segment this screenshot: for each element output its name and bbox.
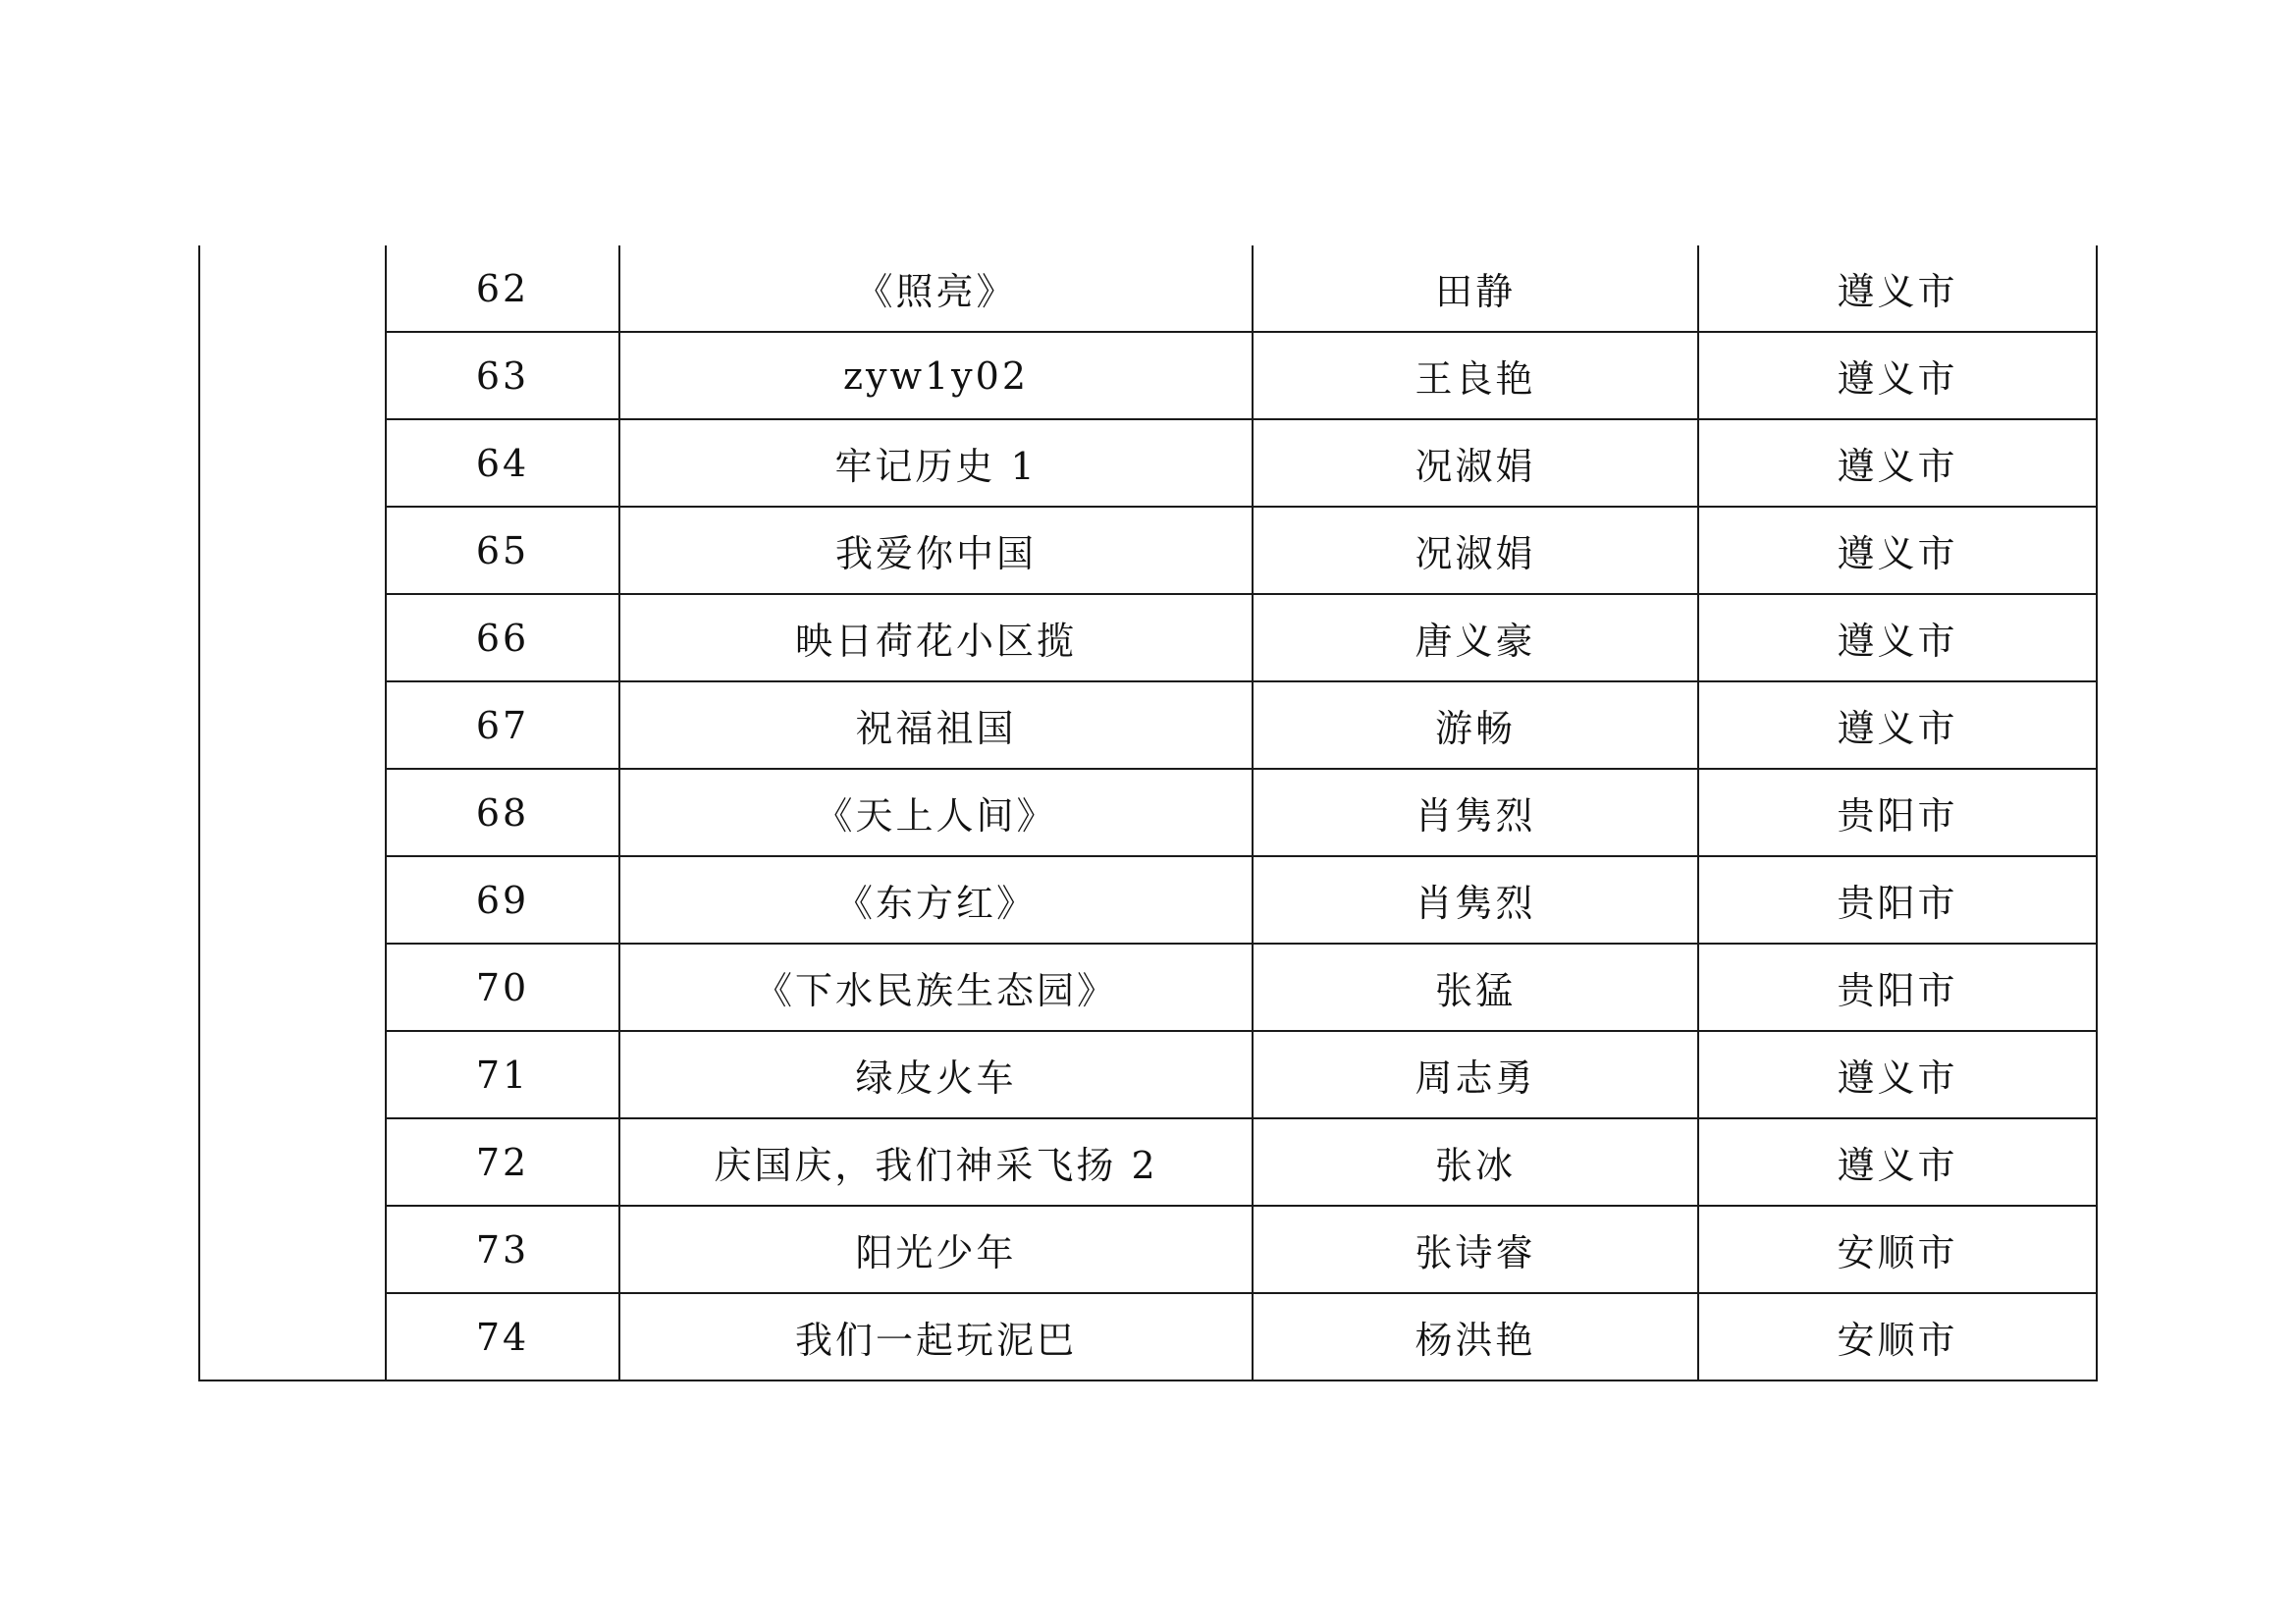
work-title-cell: 《下水民族生态园》 xyxy=(619,944,1253,1031)
table-row xyxy=(199,856,2097,944)
row-number-cell: 62 xyxy=(386,245,619,332)
author-cell: 张诗睿 xyxy=(1253,1206,1698,1293)
table-row xyxy=(199,1118,2097,1206)
work-title-cell: zyw1y02 xyxy=(619,332,1253,419)
work-title-cell: 阳光少年 xyxy=(619,1206,1253,1293)
table-row xyxy=(199,1206,2097,1293)
work-title-cell: 我爱你中国 xyxy=(619,507,1253,594)
author-cell: 况淑娟 xyxy=(1253,419,1698,507)
row-number-cell: 65 xyxy=(386,507,619,594)
row-number-cell: 68 xyxy=(386,769,619,856)
city-cell: 贵阳市 xyxy=(1698,769,2097,856)
row-number-cell: 64 xyxy=(386,419,619,507)
author-cell: 田静 xyxy=(1253,245,1698,332)
author-cell: 杨洪艳 xyxy=(1253,1293,1698,1380)
table-row xyxy=(199,1031,2097,1118)
city-cell: 遵义市 xyxy=(1698,419,2097,507)
work-title-cell: 庆国庆，我们神采飞扬 2 xyxy=(619,1118,1253,1206)
city-cell: 安顺市 xyxy=(1698,1206,2097,1293)
table-row xyxy=(199,245,2097,332)
city-cell: 贵阳市 xyxy=(1698,944,2097,1031)
row-number-cell: 73 xyxy=(386,1206,619,1293)
group-cell xyxy=(199,245,386,1380)
table-row xyxy=(199,332,2097,419)
row-number-cell: 72 xyxy=(386,1118,619,1206)
city-cell: 遵义市 xyxy=(1698,245,2097,332)
author-cell: 王良艳 xyxy=(1253,332,1698,419)
work-title-cell: 《东方红》 xyxy=(619,856,1253,944)
city-cell: 遵义市 xyxy=(1698,594,2097,681)
city-cell: 遵义市 xyxy=(1698,507,2097,594)
table-row xyxy=(199,944,2097,1031)
table-row xyxy=(199,507,2097,594)
author-cell: 肖隽烈 xyxy=(1253,769,1698,856)
work-title-cell: 牢记历史 1 xyxy=(619,419,1253,507)
table-row xyxy=(199,1293,2097,1380)
row-number-cell: 71 xyxy=(386,1031,619,1118)
entries-table-container xyxy=(198,245,2090,1381)
work-title-cell: 祝福祖国 xyxy=(619,681,1253,769)
entries-table-body xyxy=(199,245,2097,1380)
row-number-cell: 69 xyxy=(386,856,619,944)
work-title-cell: 《天上人间》 xyxy=(619,769,1253,856)
author-cell: 唐义豪 xyxy=(1253,594,1698,681)
table-row xyxy=(199,419,2097,507)
city-cell: 安顺市 xyxy=(1698,1293,2097,1380)
author-cell: 况淑娟 xyxy=(1253,507,1698,594)
city-cell: 遵义市 xyxy=(1698,1031,2097,1118)
row-number-cell: 74 xyxy=(386,1293,619,1380)
author-cell: 周志勇 xyxy=(1253,1031,1698,1118)
row-number-cell: 63 xyxy=(386,332,619,419)
work-title-cell: 我们一起玩泥巴 xyxy=(619,1293,1253,1380)
table-row xyxy=(199,594,2097,681)
author-cell: 张冰 xyxy=(1253,1118,1698,1206)
city-cell: 遵义市 xyxy=(1698,1118,2097,1206)
author-cell: 肖隽烈 xyxy=(1253,856,1698,944)
row-number-cell: 67 xyxy=(386,681,619,769)
work-title-cell: 《照亮》 xyxy=(619,245,1253,332)
row-number-cell: 66 xyxy=(386,594,619,681)
city-cell: 遵义市 xyxy=(1698,681,2097,769)
city-cell: 遵义市 xyxy=(1698,332,2097,419)
author-cell: 游畅 xyxy=(1253,681,1698,769)
work-title-cell: 绿皮火车 xyxy=(619,1031,1253,1118)
work-title-cell: 映日荷花小区揽 xyxy=(619,594,1253,681)
city-cell: 贵阳市 xyxy=(1698,856,2097,944)
author-cell: 张猛 xyxy=(1253,944,1698,1031)
entries-table xyxy=(198,245,2098,1381)
table-row xyxy=(199,769,2097,856)
row-number-cell: 70 xyxy=(386,944,619,1031)
table-row xyxy=(199,681,2097,769)
